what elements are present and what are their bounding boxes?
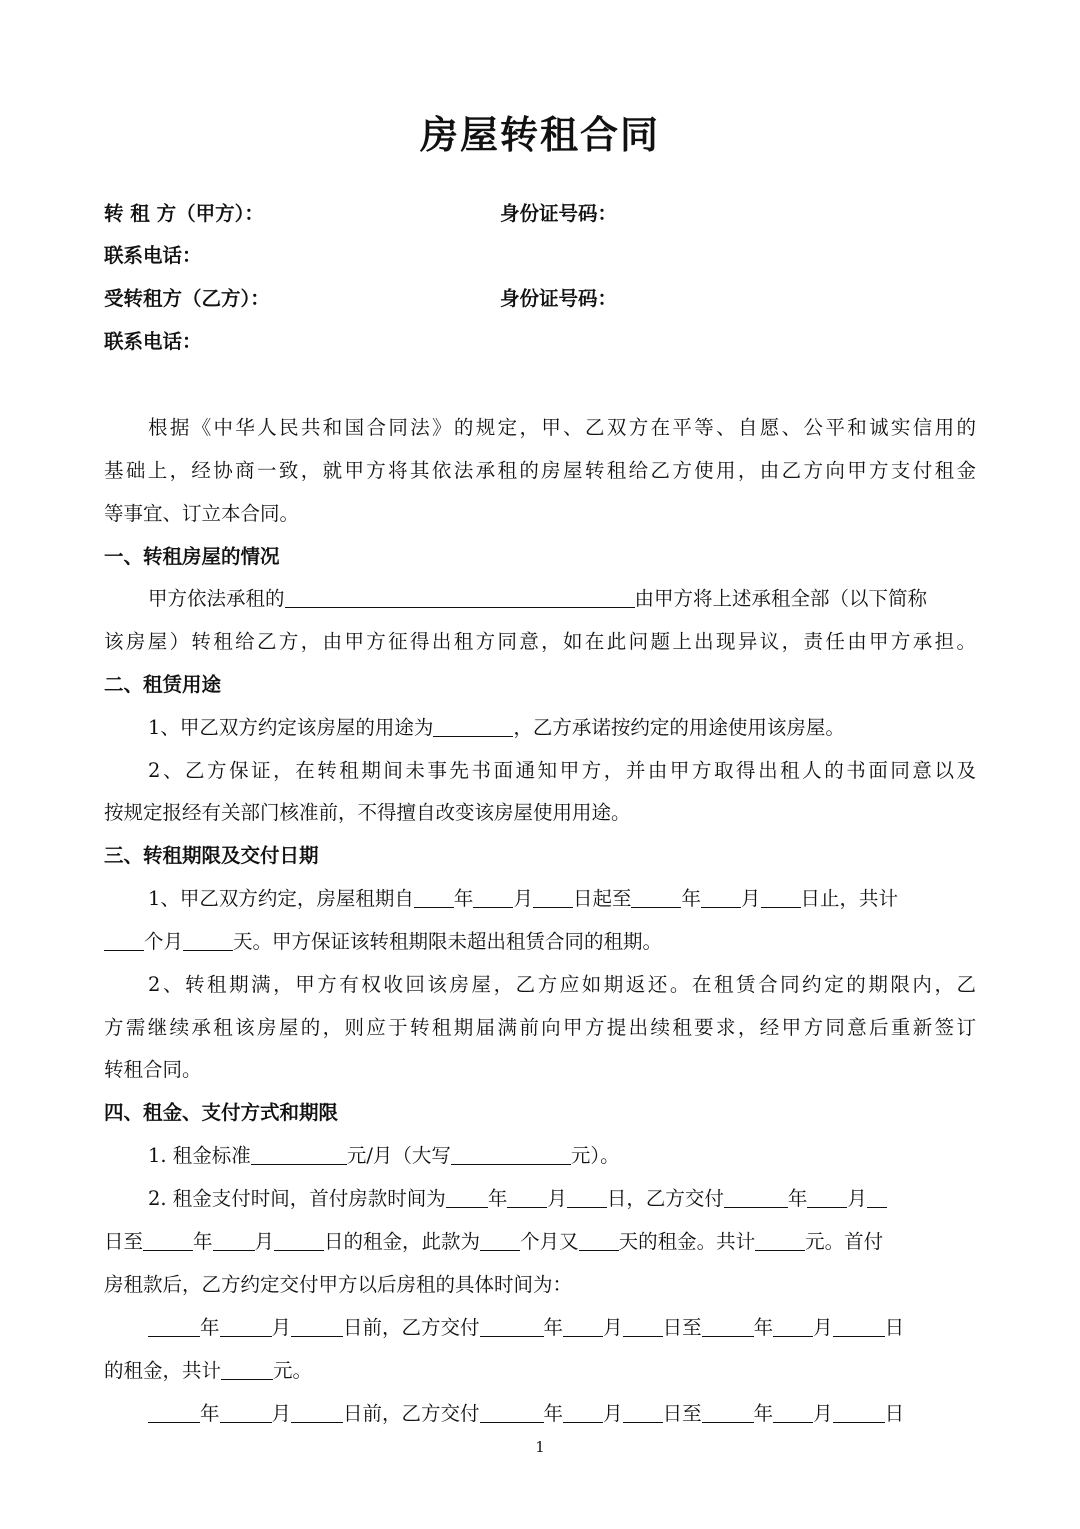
blank [414,885,454,908]
blank [773,1400,813,1423]
text: 甲方依法承租的 [148,587,285,610]
text: 日前，乙方交付 [343,1402,480,1425]
preamble-line-2: 基础上，经协商一致，就甲方将其依法承租的房屋转租给乙方使用，由乙方向甲方支付租金 [104,459,976,482]
section-4-heading: 四、租金、支付方式和期限 [104,1101,339,1124]
blank [473,885,513,908]
text: 日，乙方交付 [606,1187,724,1210]
text: 天。甲方保证该转租期限未超出租赁合同的租期。 [233,930,663,953]
text: 日 [884,1316,905,1339]
section-1-heading: 一、转租房屋的情况 [104,545,280,568]
blank [867,1185,887,1208]
section-3-item-1b [104,926,976,954]
blank [480,1314,544,1337]
text: 月 [813,1402,833,1425]
blank [533,885,573,908]
blank [221,1357,273,1380]
text: 年 [787,1187,808,1210]
section-4-item-1 [148,1140,976,1168]
blank [579,1228,619,1251]
blank [755,1228,805,1251]
blank [480,1228,520,1251]
blank [213,1228,255,1251]
blank [702,1400,754,1423]
text: 个月 [144,930,184,953]
text: 年 [193,1230,213,1253]
text: 日前，乙方交付 [343,1316,480,1339]
section-3-item-2b: 方需继续承租该房屋的，则应于转租期届满前向甲方提出续租要求，经甲方同意后重新签订 [104,1016,976,1039]
text: 元/月（大写 [346,1144,451,1167]
blank [274,1228,324,1251]
document-title: 房屋转租合同 [419,113,660,157]
section-2-heading: 二、租赁用途 [104,673,222,696]
section-2-item-2: 2、乙方保证，在转租期间未事先书面通知甲方，并由甲方取得出租人的书面同意以及 [148,759,976,782]
preamble-line-3: 等事宜、订立本合同。 [104,502,300,525]
text: 月 [603,1402,623,1425]
section-3-item-1 [148,883,976,911]
blank [480,1400,544,1423]
blank [220,1314,272,1337]
blank [623,1314,663,1337]
text: 年 [453,887,474,910]
text: 日 [884,1402,905,1425]
blank [807,1185,847,1208]
text: 年 [200,1316,220,1339]
rent-blank [251,1142,347,1165]
text: 日至 [662,1402,702,1425]
payment-schedule-row-1b [104,1355,976,1383]
section-4-item-2 [148,1183,976,1211]
section-2-item-1 [148,712,976,740]
text: 月 [847,1187,867,1210]
blank [148,1314,200,1337]
text: 月 [254,1230,275,1253]
party-a-id-label: 身份证号码： [500,202,618,225]
party-b-phone-label: 联系电话： [104,330,202,353]
text: ，乙方承诺按约定的用途使用该房屋。 [513,716,845,739]
text: 日的租金，此款为 [324,1230,481,1253]
party-a-label: 转 租 方（甲方）： [104,202,264,225]
blank [567,1185,607,1208]
text: 年 [543,1316,564,1339]
text: 的租金，共计 [104,1359,222,1382]
text: 年 [543,1402,564,1425]
party-b-id-label: 身份证号码： [500,287,618,310]
blank [761,885,801,908]
blank [563,1400,603,1423]
text: 由甲方将上述承租全部（以下简称 [634,587,928,610]
text: 年 [681,887,701,910]
blank [702,1314,754,1337]
blank [724,1185,788,1208]
section-1-line-2: 该房屋）转租给乙方，由甲方征得出租方同意，如在此问题上出现异议，责任由甲方承担。 [104,630,976,653]
text: 月 [547,1187,567,1210]
text: 1. 租金标准 [148,1144,251,1167]
text: 月 [813,1316,833,1339]
section-2-item-2b: 按规定报经有关部门核准前，不得擅自改变该房屋使用用途。 [104,801,631,824]
blank [291,1400,343,1423]
text: 日至 [662,1316,702,1339]
text: 2. 租金支付时间，首付房款时间为 [148,1187,446,1210]
payment-schedule-row-1 [148,1312,976,1340]
text: 年 [753,1316,774,1339]
section-4-item-2c: 房租款后，乙方约定交付甲方以后房租的具体时间为： [104,1273,573,1296]
rent-uppercase-blank [451,1142,571,1165]
text: 元）。 [570,1144,620,1167]
text: 月 [740,887,761,910]
section-3-item-2c: 转租合同。 [104,1058,202,1081]
blank [291,1314,343,1337]
blank [833,1314,885,1337]
text: 日起至 [572,887,632,910]
blank [148,1400,200,1423]
text: 1、甲乙双方约定该房屋的用途为 [148,716,434,739]
text: 元。 [273,1359,313,1382]
blank [631,885,681,908]
blank [143,1228,193,1251]
section-3-item-2: 2、转租期满，甲方有权收回该房屋，乙方应如期返还。在租赁合同约定的期限内，乙 [148,973,976,996]
blank [104,928,144,951]
text: 1、甲乙双方约定，房屋租期自 [148,887,414,910]
purpose-blank [433,714,513,737]
text: 月 [271,1402,292,1425]
text: 个月又 [520,1230,579,1253]
blank [183,928,233,951]
section-4-item-2b [104,1226,976,1254]
blank [446,1185,488,1208]
party-b-label: 受转租方（乙方）： [104,287,270,310]
payment-schedule-row-2 [148,1398,976,1426]
blank [563,1314,603,1337]
section-1-line-1 [148,583,976,611]
preamble-line-1: 根据《中华人民共和国合同法》的规定，甲、乙双方在平等、自愿、公平和诚实信用的 [148,416,976,439]
premises-blank [285,585,635,608]
text: 年 [487,1187,508,1210]
party-a-phone-label: 联系电话： [104,244,202,267]
page-number: 1 [535,1438,545,1456]
text: 元。首付 [805,1230,884,1253]
text: 日止，共计 [800,887,899,910]
text: 月 [603,1316,623,1339]
section-3-heading: 三、转租期限及交付日期 [104,844,319,867]
blank [773,1314,813,1337]
blank [623,1400,663,1423]
text: 天的租金。共计 [618,1230,756,1253]
text: 日至 [104,1230,144,1253]
text: 年 [753,1402,774,1425]
blank [701,885,741,908]
text: 年 [200,1402,220,1425]
blank [220,1400,272,1423]
blank [833,1400,885,1423]
text: 月 [513,887,533,910]
blank [507,1185,547,1208]
text: 月 [271,1316,292,1339]
